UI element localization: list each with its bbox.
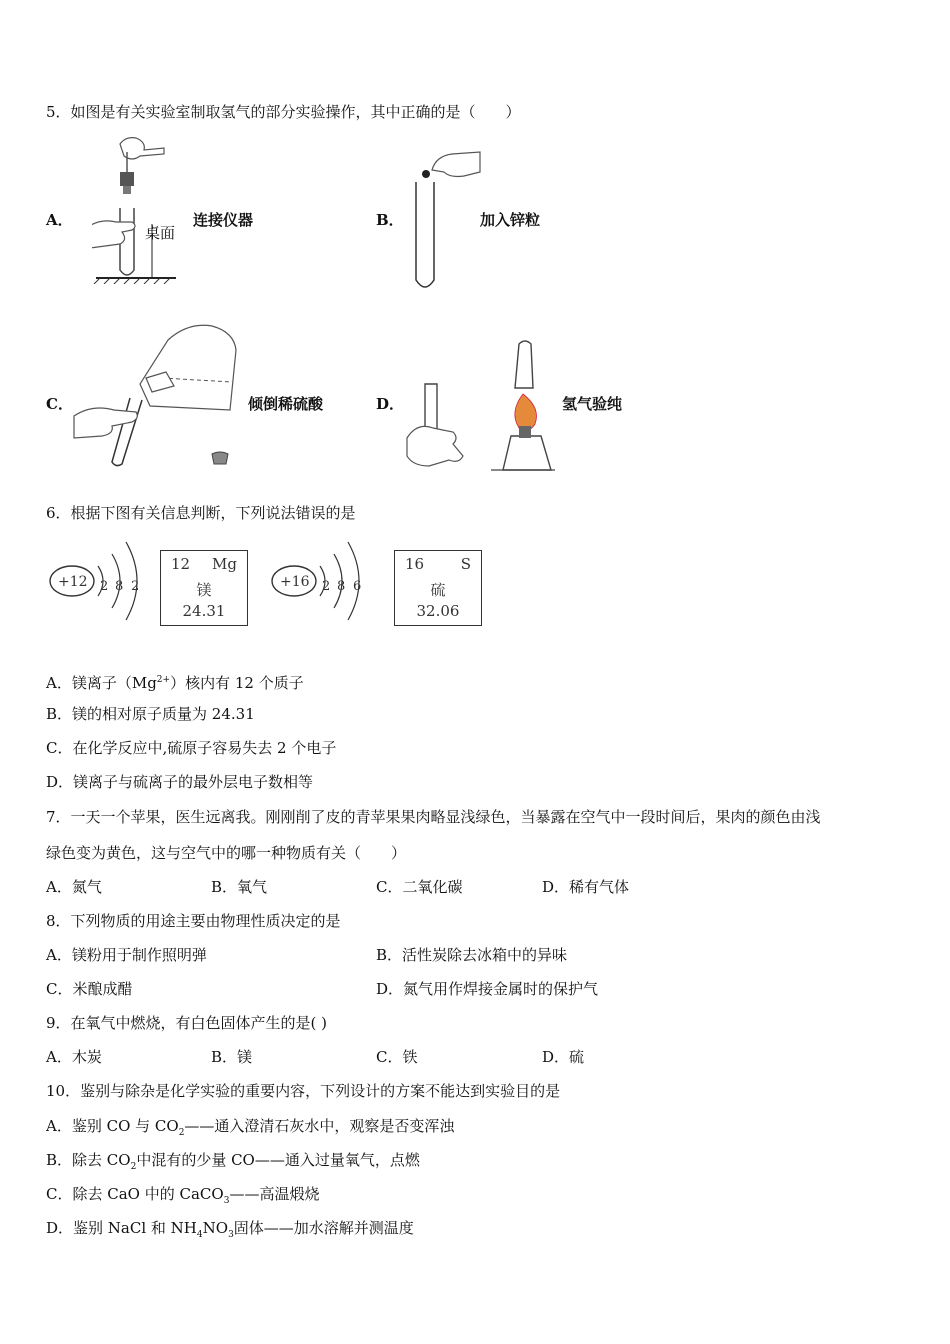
q5-option-b-key: B． [376,211,404,229]
q7-stem-line1: 7．一天一个苹果，医生远离我。刚刚削了皮的青苹果果肉略显浅绿色，当暴露在空气中一段时间后，果肉的颜色由浅 [46,808,821,826]
q10-option-b: B．除去 $CO_2$中混有的少量 CO——通入过量氧气，点燃 [46,1151,420,1172]
s-atomic-mass: 32.06 [416,602,460,620]
q10-option-d: D．鉴别 NaCl 和 $NH_4NO_3$固体——加水溶解并测温度 [46,1219,414,1240]
q9-option-b: B．镁 [211,1048,253,1066]
mg-name: 镁 [196,581,212,599]
mg-atom-structure [44,534,144,630]
mg-shell-1: 2 [100,579,109,594]
s-nucleus-charge: +16 [280,574,310,590]
q5-option-d-key: D． [376,395,405,413]
q7-option-d: D．稀有气体 [542,878,630,896]
q9-option-a: A．木炭 [46,1048,102,1066]
q5-option-a-caption: 连接仪器 [193,211,254,229]
q7-option-a: A．氮气 [46,878,102,896]
q6-stem: 6．根据下图有关信息判断，下列说法错误的是 [46,504,356,522]
s-name: 硫 [430,581,446,599]
q10-option-a: A．鉴别 CO 与 $CO_2——$通入澄清石灰水中，观察是否变浑浊 [46,1117,455,1138]
mg-atomic-mass: 24.31 [182,602,226,620]
q5-option-a-key: A． [46,211,73,229]
add-zinc-illustration [410,148,485,293]
s-shell-1: 2 [322,579,331,594]
mg-nucleus-charge: +12 [58,574,88,590]
q5-option-c-caption: 倾倒稀硫酸 [248,395,324,413]
q5-stem: 5．如图是有关实验室制取氢气的部分实验操作，其中正确的是（ ） [46,103,521,121]
connect-apparatus-illustration [92,132,192,284]
q9-option-c: C．铁 [376,1048,418,1066]
q5-option-d-caption: 氢气验纯 [562,395,623,413]
s-symbol: S [460,555,471,573]
q5-option-c-key: C． [46,395,73,413]
q9-option-d: D．硫 [542,1048,585,1066]
q6-option-c: C．在化学反应中,硫原子容易失去 2 个电子 [46,739,337,757]
q5-option-b-caption: 加入锌粒 [480,211,541,229]
q8-option-a: A．镁粉用于制作照明弹 [46,946,207,964]
mg-atomic-number: 12 [171,555,191,573]
pour-acid-illustration [72,320,247,470]
s-atom-structure [266,534,366,630]
hydrogen-purity-test-illustration [405,340,555,475]
s-atomic-number: 16 [405,555,425,573]
q7-option-b: B．氧气 [211,878,268,896]
q7-option-c: C．二氧化碳 [376,878,463,896]
s-shell-2: 8 [337,579,346,594]
q8-option-b: B．活性炭除去冰箱中的异味 [376,946,568,964]
q6-option-d: D．镁离子与硫离子的最外层电子数相等 [46,773,314,791]
s-shell-3: 6 [353,579,362,594]
table-surface-label: 桌面 [145,224,176,242]
mg-element-cell [160,550,248,626]
q8-stem: 8．下列物质的用途主要由物理性质决定的是 [46,912,341,930]
q6-option-a: A．镁离子$(Mg^{2+})$核内有 12 个质子 [46,674,304,692]
mg-symbol: Mg [212,555,237,573]
mg-shell-2: 8 [115,579,124,594]
s-element-cell [394,550,482,626]
mg-shell-3: 2 [131,579,140,594]
q8-option-c: C．米酿成醋 [46,980,133,998]
q7-stem-line2: 绿色变为黄色，这与空气中的哪一种物质有关（ ） [46,844,407,862]
q10-stem: 10．鉴别与除杂是化学实验的重要内容，下列设计的方案不能达到实验目的是 [46,1082,561,1100]
q6-option-b: B．镁的相对原子质量为 24.31 [46,705,255,723]
q10-option-c: C．除去 CaO 中的 CaCO$_3$——高温煅烧 [46,1185,320,1206]
q9-stem: 9．在氧气中燃烧，有白色固体产生的是( ) [46,1014,328,1032]
q8-option-d: D．氮气用作焊接金属时的保护气 [376,980,599,998]
